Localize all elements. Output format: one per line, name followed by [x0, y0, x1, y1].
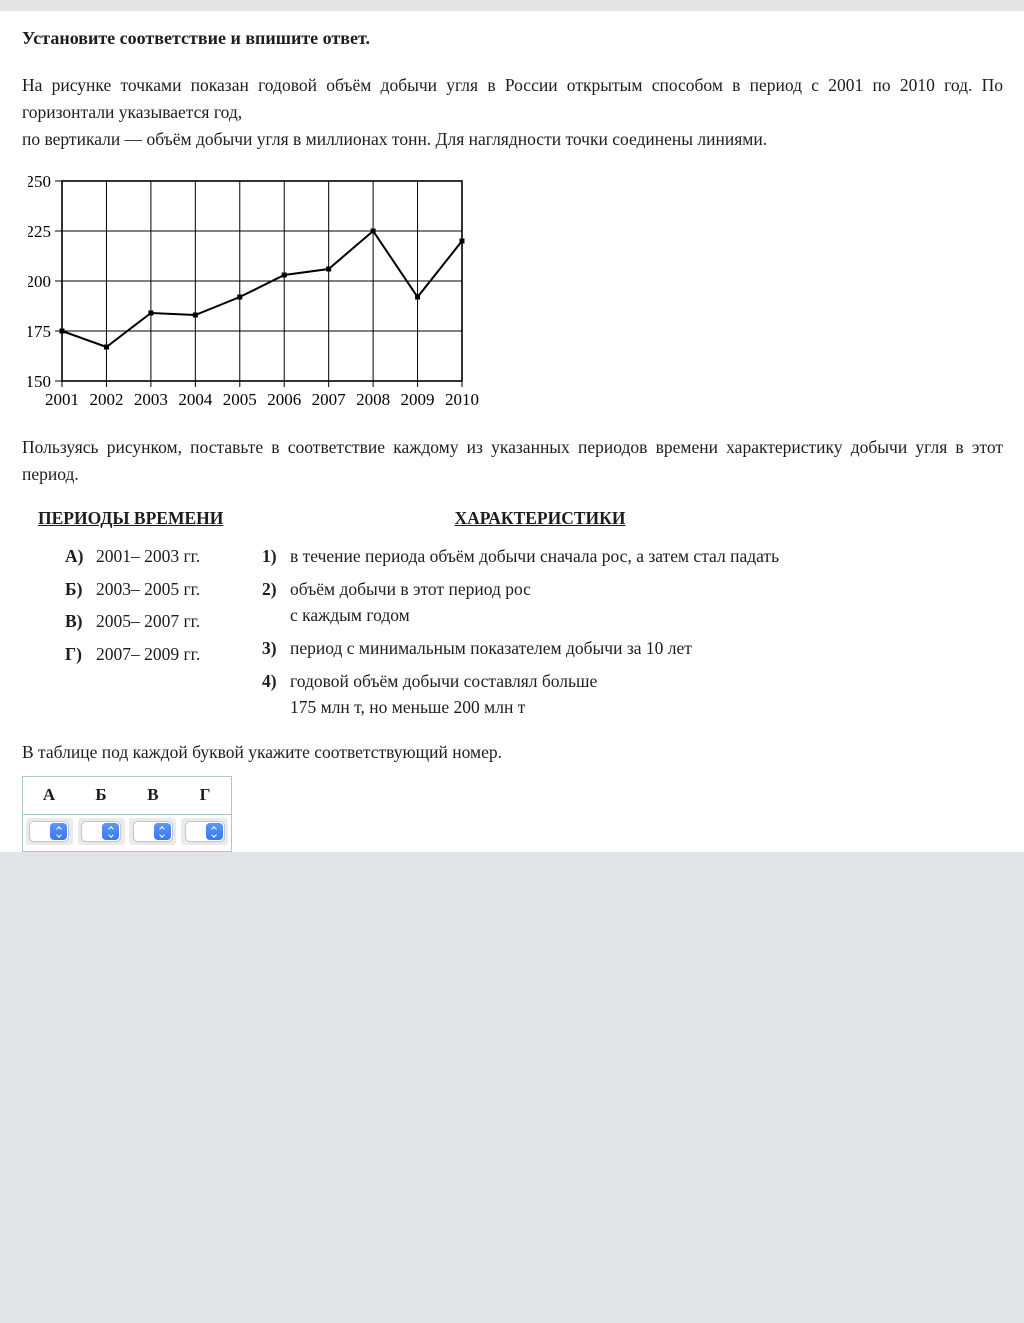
select-arrows-icon: [154, 823, 171, 840]
period-item-b: [65, 573, 260, 606]
page-background: [0, 852, 1024, 1323]
answer-table-header-row: [23, 777, 232, 815]
svg-text:2009: 2009: [400, 390, 435, 409]
answer-select-a[interactable]: [26, 818, 73, 845]
select-arrows-icon: [102, 823, 119, 840]
task-paragraph: Пользуясь рисунком, поставьте в соответствие каждому из указанных периодов времени характеристику добычи угля в этот период.: [22, 437, 1003, 484]
answer-select-v[interactable]: [129, 818, 176, 845]
page-title: Установите соответствие и впишите ответ.: [22, 28, 370, 48]
svg-text:2003: 2003: [133, 390, 168, 409]
content-card: [0, 11, 1024, 852]
svg-text:200: 200: [28, 272, 51, 291]
period-label: В): [65, 611, 83, 631]
answer-column-b: Б: [75, 777, 127, 815]
characteristic-text-2: 175 млн т, но меньше 200 млн т: [290, 697, 526, 717]
table-instruction: В таблице под каждой буквой укажите соответствующий номер.: [22, 742, 502, 762]
select-arrows-icon: [50, 823, 67, 840]
period-label: Б): [65, 578, 83, 599]
periods-header: ПЕРИОДЫ ВРЕМЕНИ: [38, 508, 224, 528]
svg-text:225: 225: [28, 222, 51, 241]
characteristic-text: в течение периода объём добычи сначала рос, а затем стал падать: [290, 546, 780, 566]
svg-text:2005: 2005: [222, 390, 257, 409]
characteristic-text: годовой объём добычи составлял больше: [290, 671, 598, 691]
characteristic-number: 1): [262, 546, 277, 566]
svg-text:2008: 2008: [356, 390, 391, 409]
period-text: 2007– 2009 гг.: [96, 643, 201, 664]
svg-text:2002: 2002: [89, 390, 124, 409]
svg-text:250: 250: [28, 173, 51, 191]
period-label: А): [65, 546, 84, 566]
periods-list: [65, 540, 260, 670]
svg-text:2004: 2004: [178, 390, 213, 409]
answer-column-v: В: [127, 777, 179, 815]
characteristic-text: объём добычи в этот период рос: [290, 579, 531, 599]
period-text: 2005– 2007 гг.: [96, 611, 201, 631]
answer-column-a: А: [23, 777, 76, 815]
svg-text:175: 175: [28, 322, 51, 341]
intro-paragraph: [22, 72, 1003, 153]
period-label: Г): [65, 643, 82, 664]
period-text: 2001– 2003 гг.: [96, 546, 201, 566]
period-item-g: [65, 638, 260, 671]
period-item-a: [65, 540, 260, 573]
periods-column: [22, 508, 260, 727]
period-text: 2003– 2005 гг.: [96, 578, 201, 599]
characteristic-item-2: [262, 576, 820, 628]
characteristic-text: период с минимальным показателем добычи за 10 лет: [290, 638, 692, 658]
characteristic-item-3: [262, 635, 820, 661]
chart: [28, 173, 1003, 418]
characteristic-number: 2): [262, 579, 277, 599]
intro-line-1: На рисунке точками показан годовой объём добычи угля в России открытым способом в период с 2001 по 2010 год. По горизонтали указывается год,: [22, 75, 1003, 122]
intro-line-2: по вертикали — объём добычи угля в миллионах тонн. Для наглядности точки соединены линиями.: [22, 129, 768, 149]
answer-select-g[interactable]: [181, 818, 228, 845]
chart-svg: [28, 173, 498, 413]
svg-text:150: 150: [28, 372, 51, 391]
answer-select-b[interactable]: [78, 818, 125, 845]
period-item-v: [65, 605, 260, 638]
svg-text:2007: 2007: [311, 390, 346, 409]
characteristics-list: [262, 543, 820, 720]
characteristic-number: 4): [262, 671, 277, 691]
answer-column-g: Г: [179, 777, 232, 815]
characteristics-column: [260, 508, 820, 727]
answer-table: [22, 776, 232, 852]
characteristic-number: 3): [262, 638, 277, 658]
svg-text:2010: 2010: [445, 390, 479, 409]
characteristic-item-4: [262, 668, 820, 720]
select-arrows-icon: [206, 823, 223, 840]
svg-text:2001: 2001: [45, 390, 79, 409]
answer-table-select-row: [23, 815, 232, 852]
top-strip: [0, 0, 1024, 11]
matching-section: [22, 508, 1003, 727]
characteristic-text-2: с каждым годом: [290, 605, 410, 625]
characteristic-item-1: [262, 543, 820, 569]
characteristics-header: ХАРАКТЕРИСТИКИ: [454, 508, 626, 528]
svg-text:2006: 2006: [267, 390, 302, 409]
